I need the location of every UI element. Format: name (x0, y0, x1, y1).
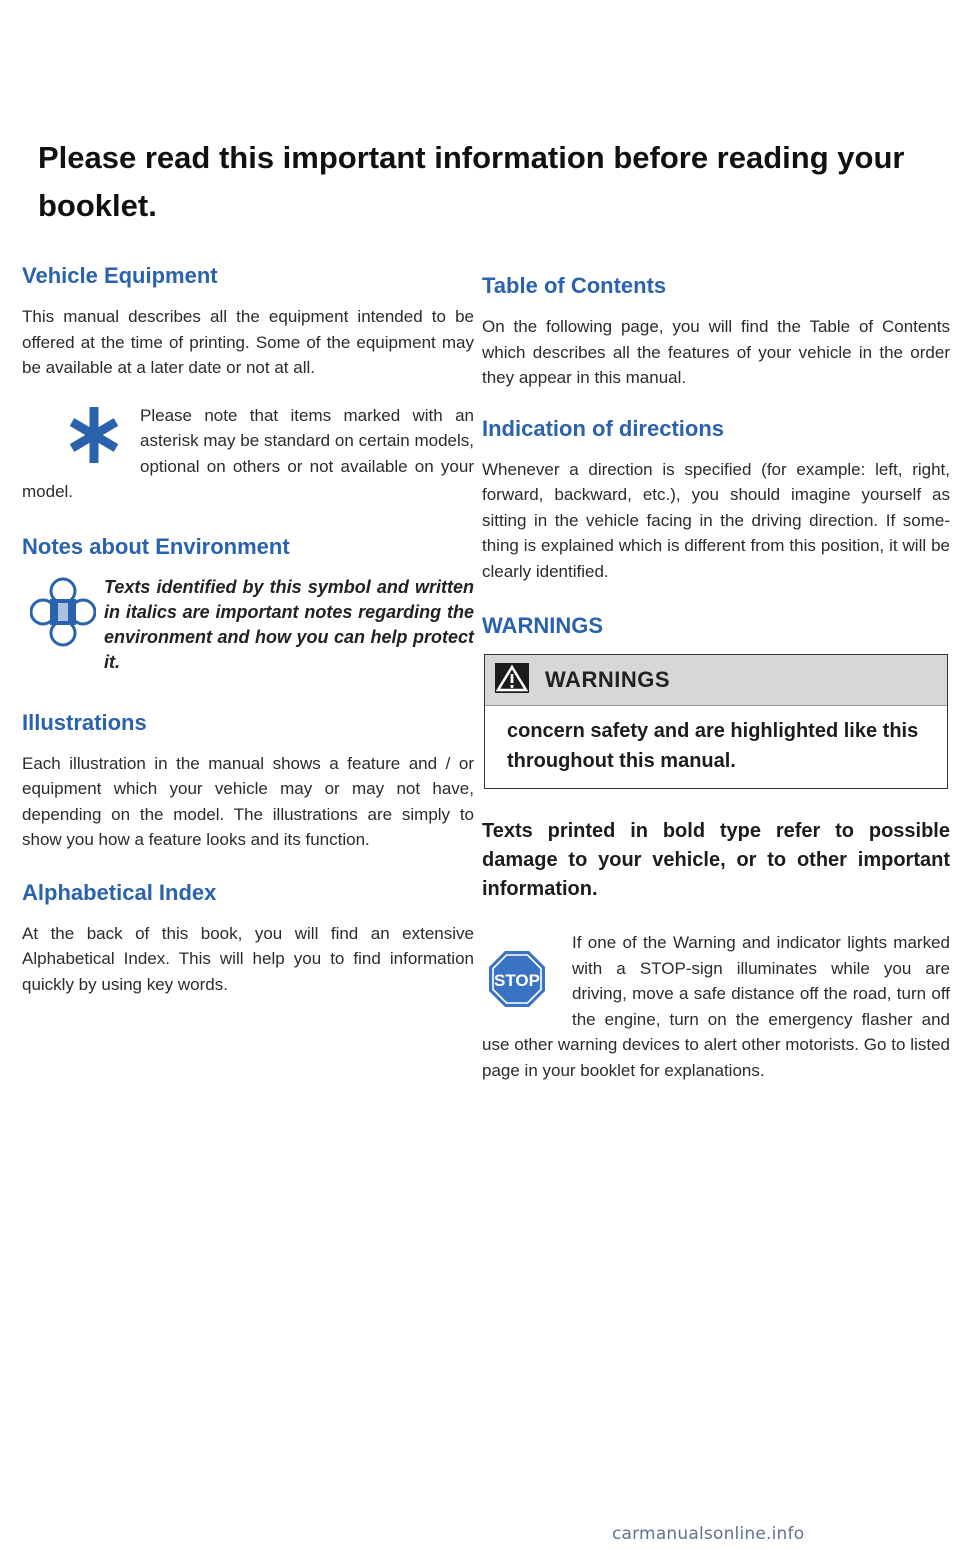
stop-sign-label: STOP (494, 971, 540, 990)
environment-flower-icon (30, 577, 96, 652)
asterisk-icon (70, 405, 118, 470)
directions-text: Whenever a direction is specified (for example: left, right, forward, backward, etc.), you should imagine yourself as sitting in the vehicle facing in the driving direction. If something is explained which is different from this position, it will be clearly identified. (482, 459, 950, 581)
toc-heading: Table of Contents (482, 273, 667, 298)
asterisk-note-text: Please note that items marked with an asterisk may be standard on certain models, optional on others or not available on your model. (22, 405, 474, 501)
vehicle-equipment-text: This manual describes all the equipment intended to be offered at the time of printing. Some of the equipment may be available at a later date or not at all. (22, 307, 474, 377)
environment-note-block (22, 575, 474, 675)
warning-box-text: concern safety and are highlighted like this throughout this manual. (507, 720, 919, 772)
toc-text: On the following page, you will find the Table of Contents which describes all the features of your vehicle in the order they appear in this manual. (482, 317, 950, 387)
warning-box-label: WARNINGS (545, 667, 670, 692)
illustrations-text: Each illustration in the manual shows a feature and / or equipment which your vehicle may or may not have, depending on the model. The illustrations are simply to show you how a feature looks and its function. (22, 753, 474, 849)
vehicle-equipment-heading: Vehicle Equipment (22, 263, 218, 288)
stop-sign-icon (488, 950, 546, 1013)
warning-box-header (485, 655, 947, 706)
alphabetical-index-text: At the back of this book, you will find an extensive Alphabetical Index. This will help you to find information quickly by using key words. (22, 923, 474, 994)
bold-type-note: Texts printed in bold type refer to possible damage to your vehicle, or to other important information. (482, 820, 950, 900)
page-title: Please read this important information before reading your booklet. (38, 140, 905, 223)
watermark: carmanualsonline.info (612, 1524, 805, 1544)
environment-note-text: Texts identified by this symbol and written in italics are important notes regarding the environment and how you can help protect it. (104, 576, 474, 672)
illustrations-heading: Illustrations (22, 709, 147, 735)
asterisk-note-block (22, 403, 474, 505)
stop-note-block (482, 930, 950, 1083)
alphabetical-index-heading: Alphabetical Index (22, 879, 217, 905)
stop-note-text: If one of the Warning and indicator lights marked with a STOP-sign illuminates while you are driving, move a safe distance off the road, turn off the engine, turn on the emergency flasher and use other warning devices to alert other motorists. Go to listed page in your booklet for explanations. (482, 933, 950, 1080)
environment-heading: Notes about Environment (22, 533, 290, 559)
directions-heading: Indication of directions (482, 415, 725, 441)
right-column (482, 262, 950, 1083)
warning-triangle-icon (495, 663, 529, 698)
warnings-heading: WARNINGS (482, 613, 603, 638)
left-column (22, 262, 474, 997)
warning-box (484, 654, 948, 789)
